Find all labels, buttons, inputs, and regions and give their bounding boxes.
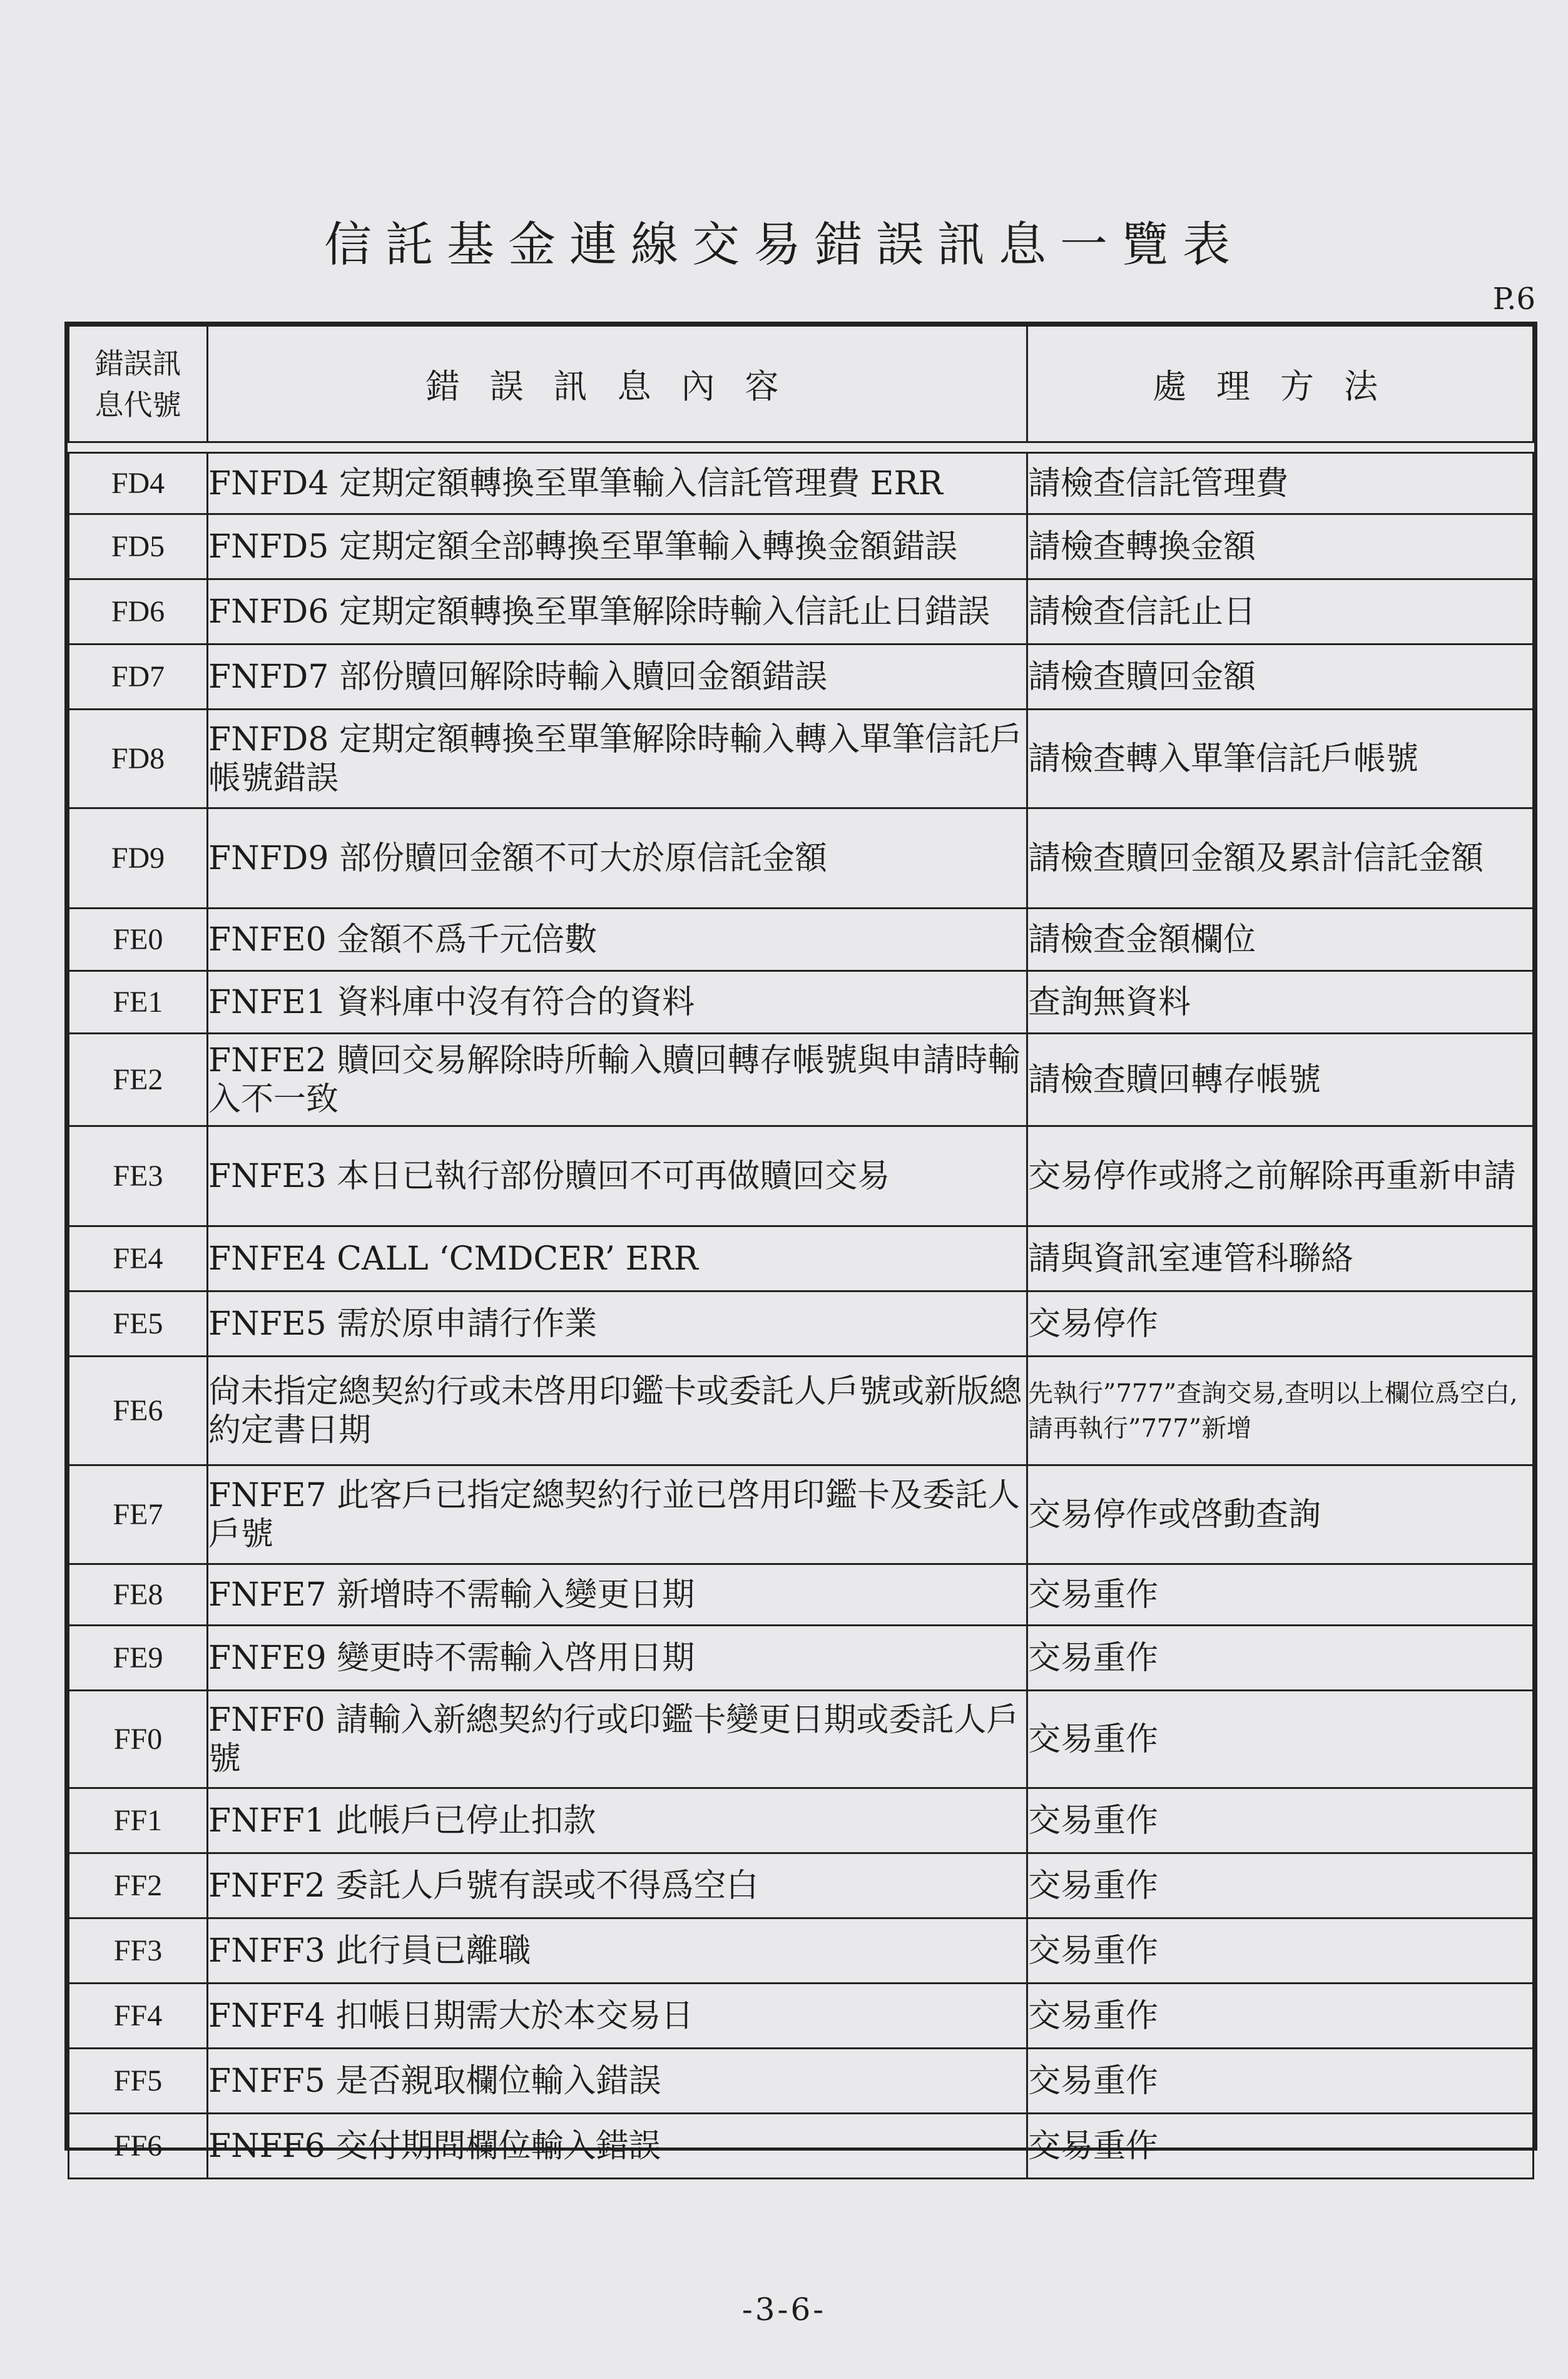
- error-message: FNFF2 委託人戶號有誤或不得爲空白: [208, 1853, 1027, 1918]
- error-message: FNFE2 贖回交易解除時所輸入贖回轉存帳號與申請時輸入不一致: [208, 1034, 1027, 1126]
- error-message: FNFD9 部份贖回金額不可大於原信託金額: [208, 808, 1027, 909]
- page-number: P.6: [1492, 282, 1535, 317]
- error-action: 交易重作: [1027, 1626, 1534, 1691]
- error-message: FNFD4 定期定額轉換至單筆輸入信託管理費 ERR: [208, 453, 1027, 514]
- error-code: FF4: [69, 1984, 208, 2049]
- table-row: [69, 909, 1534, 971]
- error-code: FF6: [69, 2114, 208, 2179]
- error-code: FD4: [69, 453, 208, 514]
- table-row: [69, 1984, 1534, 2049]
- error-code: FE4: [69, 1226, 208, 1291]
- page-footer-number: -3-6-: [741, 2291, 827, 2328]
- error-message: FNFD6 定期定額轉換至單筆解除時輸入信託止日錯誤: [208, 579, 1027, 644]
- table-row: [69, 1226, 1534, 1291]
- error-message: FNFF3 此行員已離職: [208, 1918, 1027, 1984]
- error-action: 交易重作: [1027, 1984, 1534, 2049]
- error-action: 交易停作: [1027, 1291, 1534, 1357]
- error-action: 交易重作: [1027, 1691, 1534, 1788]
- table-row: [69, 1691, 1534, 1788]
- table-row: [69, 1291, 1534, 1357]
- table-body: [69, 453, 1534, 2179]
- error-message: FNFF4 扣帳日期需大於本交易日: [208, 1984, 1027, 2049]
- error-code: FE9: [69, 1626, 208, 1691]
- error-message: FNFE3 本日已執行部份贖回不可再做贖回交易: [208, 1126, 1027, 1226]
- error-code: FD8: [69, 710, 208, 808]
- error-action: 請檢查金額欄位: [1027, 909, 1534, 971]
- error-code: FE2: [69, 1034, 208, 1126]
- error-code: FF5: [69, 2049, 208, 2114]
- header-code-line2: 息代號: [94, 387, 181, 422]
- error-action: 交易重作: [1027, 1788, 1534, 1853]
- table-row: [69, 453, 1534, 514]
- table-row: [69, 1465, 1534, 1564]
- table-row: [69, 808, 1534, 909]
- table-row: [69, 514, 1534, 579]
- error-code: FE5: [69, 1291, 208, 1357]
- error-action: 交易停作或啓動查詢: [1027, 1465, 1534, 1564]
- error-message: FNFE7 新增時不需輸入變更日期: [208, 1564, 1027, 1626]
- error-action: 交易重作: [1027, 2114, 1534, 2179]
- error-action: 交易停作或將之前解除再重新申請: [1027, 1126, 1534, 1226]
- error-action: 請檢查轉入單筆信託戶帳號: [1027, 710, 1534, 808]
- error-code: FF1: [69, 1788, 208, 1853]
- table-row: [69, 1626, 1534, 1691]
- table-row: [69, 1357, 1534, 1465]
- error-message: 尙未指定總契約行或未啓用印鑑卡或委託人戶號或新版總約定書日期: [208, 1357, 1027, 1465]
- error-action: 交易重作: [1027, 1918, 1534, 1984]
- error-action: 交易重作: [1027, 1564, 1534, 1626]
- error-action: 請檢查轉換金額: [1027, 514, 1534, 579]
- error-message: FNFD7 部份贖回解除時輸入贖回金額錯誤: [208, 644, 1027, 710]
- table-row: [69, 1126, 1534, 1226]
- header-code: [69, 326, 208, 442]
- header-action: 處理方法: [1027, 326, 1534, 442]
- error-code: FE1: [69, 971, 208, 1034]
- error-action: 請檢查贖回轉存帳號: [1027, 1034, 1534, 1126]
- error-message: FNFE4 CALL ‘CMDCER’ ERR: [208, 1226, 1027, 1291]
- error-message: FNFE9 變更時不需輸入啓用日期: [208, 1626, 1027, 1691]
- error-code: FF2: [69, 1853, 208, 1918]
- error-code: FE3: [69, 1126, 208, 1226]
- error-code: FE0: [69, 909, 208, 971]
- error-action: 請檢查贖回金額及累計信託金額: [1027, 808, 1534, 909]
- error-code: FE6: [69, 1357, 208, 1465]
- error-action: 交易重作: [1027, 1853, 1534, 1918]
- table-row: [69, 644, 1534, 710]
- error-action: 請檢查信託管理費: [1027, 453, 1534, 514]
- error-code: FD6: [69, 579, 208, 644]
- header-separator: [69, 442, 1534, 453]
- table-row: [69, 579, 1534, 644]
- table-row: [69, 1564, 1534, 1626]
- table-row: [69, 1853, 1534, 1918]
- error-message: FNFF0 請輸入新總契約行或印鑑卡變更日期或委託人戶號: [208, 1691, 1027, 1788]
- error-action: 交易重作: [1027, 2049, 1534, 2114]
- error-code: FF3: [69, 1918, 208, 1984]
- error-action: 查詢無資料: [1027, 971, 1534, 1034]
- table-header-row: [69, 326, 1534, 442]
- table-row: [69, 710, 1534, 808]
- error-action: 請檢查贖回金額: [1027, 644, 1534, 710]
- error-message: FNFE0 金額不爲千元倍數: [208, 909, 1027, 971]
- error-message: FNFE1 資料庫中沒有符合的資料: [208, 971, 1027, 1034]
- error-code: FD5: [69, 514, 208, 579]
- error-message: FNFE5 需於原申請行作業: [208, 1291, 1027, 1357]
- error-message: FNFF6 交付期間欄位輸入錯誤: [208, 2114, 1027, 2179]
- error-message: FNFF1 此帳戶已停止扣款: [208, 1788, 1027, 1853]
- table-row: [69, 2114, 1534, 2179]
- error-action: 請與資訊室連管科聯絡: [1027, 1226, 1534, 1291]
- error-message-table: [64, 322, 1537, 2165]
- table-row: [69, 1788, 1534, 1853]
- header-code-line1: 錯誤訊: [94, 346, 181, 380]
- table-row: [69, 971, 1534, 1034]
- table-row: [69, 2049, 1534, 2114]
- table-row: [69, 1918, 1534, 1984]
- error-code: FF0: [69, 1691, 208, 1788]
- error-message: FNFE7 此客戶已指定總契約行並已啓用印鑑卡及委託人戶號: [208, 1465, 1027, 1564]
- error-action: 先執行”777”查詢交易,查明以上欄位爲空白,請再執行”777”新增: [1027, 1357, 1534, 1465]
- header-message: 錯誤訊息內容: [208, 326, 1027, 442]
- error-code: FD9: [69, 808, 208, 909]
- page-title: 信託基金連線交易錯誤訊息一覽表: [324, 217, 1244, 272]
- error-message: FNFD5 定期定額全部轉換至單筆輸入轉換金額錯誤: [208, 514, 1027, 579]
- table-row: [69, 1034, 1534, 1126]
- error-message: FNFF5 是否親取欄位輸入錯誤: [208, 2049, 1027, 2114]
- error-action: 請檢查信託止日: [1027, 579, 1534, 644]
- error-code: FE7: [69, 1465, 208, 1564]
- error-message: FNFD8 定期定額轉換至單筆解除時輸入轉入單筆信託戶帳號錯誤: [208, 710, 1027, 808]
- error-code: FD7: [69, 644, 208, 710]
- error-code: FE8: [69, 1564, 208, 1626]
